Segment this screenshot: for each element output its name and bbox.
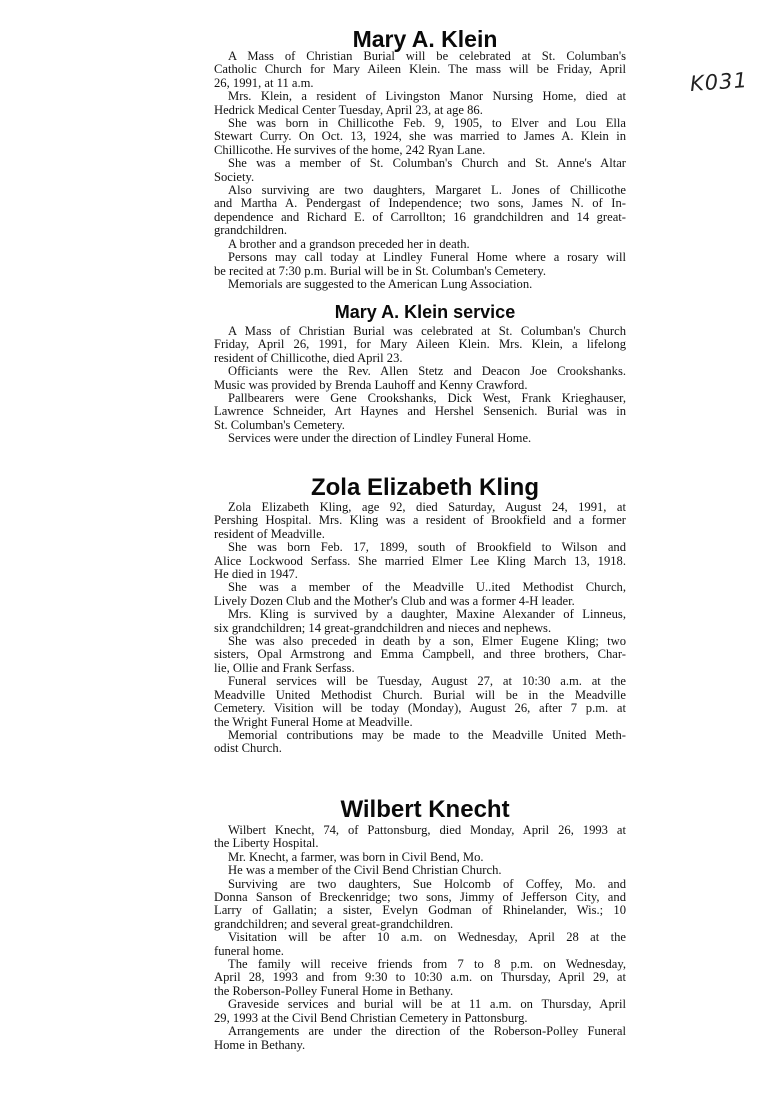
text-line: Wilbert Knecht, 74, of Pattonsburg, died Monday, April 26, 1993 at (228, 823, 626, 837)
text-line: A brother and a grandson preceded her in death. (228, 236, 470, 251)
text-line: She was born in Chillicothe Feb. 9, 1905, to Elver and Lou Ella (228, 116, 626, 131)
paragraph (214, 608, 626, 635)
text-line: Lively Dozen Club and the Mother's Club and was a former 4-H leader. (214, 593, 575, 608)
text-line: Memorials are suggested to the American Lung Association. (228, 276, 533, 291)
paragraph (214, 675, 626, 729)
paragraph (214, 541, 626, 581)
paragraph (214, 238, 626, 251)
text-line: April 28, 1993 and from 9:30 to 10:30 a.m. on Thursday, April 29, at (214, 970, 626, 985)
paragraph (214, 278, 626, 291)
text-line: be recited at 7:30 p.m. Burial will be in St. Columban's Cemetery. (214, 263, 546, 278)
text-line: She was born Feb. 17, 1899, south of Brookfield to Wilson and (228, 540, 626, 555)
text-line: He was a member of the Civil Bend Christian Church. (228, 863, 502, 878)
text-line: Pershing Hospital. Mrs. Kling was a resident of Brookfield and a former (214, 513, 626, 528)
obituary-title: Mary A. Klein service (334, 302, 516, 322)
text-line: Lawrence Schneider, Art Haynes and Hershel Sensenich. Burial was in (214, 404, 626, 419)
text-line: and Martha A. Pendergast of Independence; two sons, James N. of In- (214, 196, 626, 211)
text-line: Memorial contributions may be made to the Meadville United Meth- (228, 727, 626, 742)
text-line: Also surviving are two daughters, Margaret L. Jones of Chillicothe (228, 183, 626, 198)
text-line: Cemetery. Visition will be today (Monday), August 26, after 7 p.m. at (214, 701, 626, 716)
text-line: Larry of Gallatin; a sister, Evelyn Godman of Rhinelander, Wis.; 10 (214, 903, 626, 918)
paragraph (214, 432, 626, 445)
text-line: Donna Sanson of Breckenridge; two sons, Jimmy of Jefferson City, and (214, 890, 626, 905)
obituary-title: Zola Elizabeth Kling (310, 474, 539, 501)
text-line: Graveside services and burial will be at 11 a.m. on Thursday, April (228, 997, 626, 1012)
text-line: Funeral services will be Tuesday, August 27, at 10:30 a.m. at the (228, 674, 626, 689)
paragraph (214, 50, 626, 90)
text-line: the Wright Funeral Home at Meadville. (214, 714, 413, 729)
text-line: Friday, April 26, 1991, for Mary Aileen Klein. Mrs. Klein, a lifelong (214, 337, 626, 352)
text-line: Arrangements are under the direction of the Roberson-Polley Funeral (228, 1024, 626, 1039)
text-line: The family will receive friends from 7 to 8 p.m. on Wednesday, (228, 957, 626, 972)
text-line: Surviving are two daughters, Sue Holcomb of Coffey, Mo. and (228, 876, 626, 891)
paragraph (214, 635, 626, 675)
paragraph (214, 998, 626, 1025)
text-line: six grandchildren; 14 great-grandchildren and nieces and nephews. (214, 620, 552, 635)
text-line: resident of Meadville. (214, 526, 325, 541)
obituary-title: Wilbert Knecht (340, 796, 510, 823)
text-line: Officiants were the Rev. Allen Stetz and Deacon Joe Crookshanks. (228, 364, 626, 379)
obituary-body (214, 824, 626, 1052)
text-line: Mrs. Kling is survived by a daughter, Maxine Alexander of Linneus, (228, 607, 626, 622)
paragraph (214, 729, 626, 756)
text-line: dependence and Richard E. of Carrollton; 16 grandchildren and 14 great- (214, 209, 626, 224)
text-line: Alice Lockwood Serfass. She married Elmer Lee Kling March 13, 1918. (214, 553, 626, 568)
text-line: Zola Elizabeth Kling, age 92, died Saturday, August 24, 1991, at (228, 500, 626, 514)
text-line: A Mass of Christian Burial will be celebrated at St. Columban's (228, 49, 626, 63)
text-line: Persons may call today at Lindley Funeral Home where a rosary will (228, 250, 626, 265)
text-line: the Roberson-Polley Funeral Home in Bethany. (214, 983, 454, 998)
text-line: sisters, Opal Armstrong and Emma Campbell, and three brothers, Char- (214, 647, 626, 662)
text-line: Catholic Church for Mary Aileen Klein. The mass will be Friday, April (214, 62, 626, 77)
text-line: Services were under the direction of Lindley Funeral Home. (228, 431, 532, 446)
text-line: St. Columban's Cemetery. (214, 417, 345, 432)
text-line: funeral home. (214, 943, 284, 958)
paragraph (214, 184, 626, 238)
text-line: grandchildren. (214, 223, 288, 238)
paragraph (214, 581, 626, 608)
text-line: grandchildren; and several great-grandchildren. (214, 916, 454, 931)
text-line: Pallbearers were Gene Crookshanks, Dick West, Frank Krieghauser, (228, 391, 626, 406)
obituary-body (214, 501, 626, 756)
paragraph (214, 1025, 626, 1052)
paragraph (214, 325, 626, 365)
handwritten-annotation: K031 (689, 68, 749, 96)
text-line: Mrs. Klein, a resident of Livingston Manor Nursing Home, died at (228, 89, 626, 104)
paragraph (214, 824, 626, 851)
text-line: A Mass of Christian Burial was celebrated at St. Columban's Church (228, 324, 626, 338)
text-line: Meadville United Methodist Church. Burial will be in the Meadville (214, 687, 626, 702)
paragraph (214, 365, 626, 392)
text-line: 26, 1991, at 11 a.m. (214, 75, 314, 90)
paragraph (214, 157, 626, 184)
text-line: Music was provided by Brenda Lauhoff and Kenny Crawford. (214, 377, 528, 392)
text-line: lie, Ollie and Frank Serfass. (214, 660, 355, 675)
text-line: odist Church. (214, 741, 282, 756)
paragraph (214, 878, 626, 932)
text-line: She was also preceded in death by a son, Elmer Eugene Kling; two (228, 634, 626, 649)
text-line: Home in Bethany. (214, 1037, 306, 1052)
obituary-body (214, 325, 626, 446)
text-line: Chillicothe. He survives of the home, 242 Ryan Lane. (214, 142, 486, 157)
text-line: the Liberty Hospital. (214, 836, 319, 851)
paragraph (214, 251, 626, 278)
text-line: She was a member of St. Columban's Church and St. Anne's Altar (228, 156, 626, 171)
text-line: Society. (214, 169, 255, 184)
text-line: 29, 1993 at the Civil Bend Christian Cemetery in Pattonsburg. (214, 1010, 528, 1025)
text-line: She was a member of the Meadville U..ited Methodist Church, (228, 580, 626, 595)
paragraph (214, 117, 626, 157)
paragraph (214, 958, 626, 998)
paragraph (214, 501, 626, 541)
text-line: Stewart Curry. On Oct. 13, 1924, she was married to James A. Klein in (214, 129, 626, 144)
text-line: He died in 1947. (214, 567, 298, 582)
paragraph (214, 392, 626, 432)
paragraph (214, 851, 626, 864)
paragraph (214, 864, 626, 877)
paragraph (214, 931, 626, 958)
text-line: Visitation will be after 10 a.m. on Wednesday, April 28 at the (228, 930, 626, 945)
text-line: Hedrick Medical Center Tuesday, April 23, at age 86. (214, 102, 483, 117)
text-line: resident of Chillicothe, died April 23. (214, 350, 403, 365)
text-line: Mr. Knecht, a farmer, was born in Civil Bend, Mo. (228, 849, 484, 864)
obituary-body (214, 50, 626, 291)
paragraph (214, 90, 626, 117)
obituary-title: Mary A. Klein (352, 26, 498, 52)
